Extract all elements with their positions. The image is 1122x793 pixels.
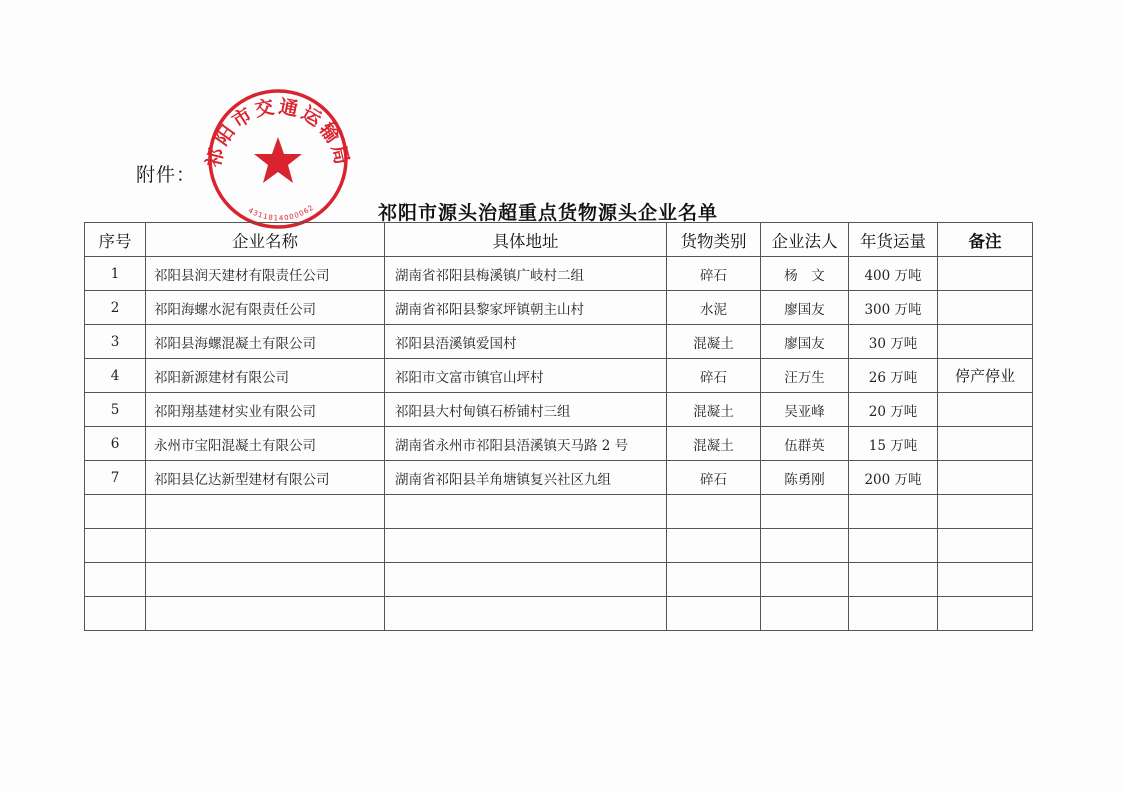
document-title: 祁阳市源头治超重点货物源头企业名单	[378, 202, 719, 224]
empty-cell	[385, 495, 667, 529]
cell-goods: 混凝土	[667, 393, 761, 427]
table-row	[85, 325, 1033, 359]
empty-cell	[85, 495, 146, 529]
header-name: 企业名称	[146, 223, 385, 257]
cell-goods: 混凝土	[667, 427, 761, 461]
cell-remark	[938, 393, 1033, 427]
cell-address: 湖南省永州市祁阳县浯溪镇天马路 2 号	[385, 427, 667, 461]
cell-name: 永州市宝阳混凝土有限公司	[146, 427, 385, 461]
cell-remark	[938, 257, 1033, 291]
cell-remark	[938, 427, 1033, 461]
cell-address: 祁阳县浯溪镇爱国村	[385, 325, 667, 359]
header-volume: 年货运量	[849, 223, 938, 257]
empty-cell	[146, 529, 385, 563]
empty-cell	[85, 529, 146, 563]
table-row	[85, 291, 1033, 325]
cell-name: 祁阳县海螺混凝土有限公司	[146, 325, 385, 359]
empty-cell	[938, 563, 1033, 597]
cell-volume: 400 万吨	[849, 257, 938, 291]
empty-cell	[385, 597, 667, 631]
cell-goods: 混凝土	[667, 325, 761, 359]
cell-volume: 26 万吨	[849, 359, 938, 393]
table-header-row	[85, 223, 1033, 257]
empty-cell	[761, 529, 849, 563]
header-no: 序号	[85, 223, 146, 257]
table-row	[85, 393, 1033, 427]
empty-cell	[849, 529, 938, 563]
cell-remark	[938, 325, 1033, 359]
cell-volume: 30 万吨	[849, 325, 938, 359]
cell-name: 祁阳县亿达新型建材有限公司	[146, 461, 385, 495]
empty-cell	[849, 563, 938, 597]
enterprise-table	[84, 222, 1033, 631]
cell-name: 祁阳海螺水泥有限责任公司	[146, 291, 385, 325]
header-remark: 备注	[938, 223, 1033, 257]
cell-legal: 廖国友	[761, 325, 849, 359]
empty-cell	[385, 529, 667, 563]
empty-cell	[667, 495, 761, 529]
cell-no: 4	[85, 359, 146, 393]
seal-code: 4311814000062	[246, 203, 316, 223]
cell-remark: 停产停业	[938, 359, 1033, 393]
cell-no: 2	[85, 291, 146, 325]
empty-cell	[85, 563, 146, 597]
table-row	[85, 461, 1033, 495]
cell-address: 湖南省祁阳县羊角塘镇复兴社区九组	[385, 461, 667, 495]
table-row	[85, 359, 1033, 393]
cell-volume: 300 万吨	[849, 291, 938, 325]
empty-cell	[146, 563, 385, 597]
empty-cell	[761, 495, 849, 529]
header-legal: 企业法人	[761, 223, 849, 257]
seal-text: 祁阳市交通运输局	[202, 95, 354, 170]
header-address: 具体地址	[385, 223, 667, 257]
empty-row	[85, 597, 1033, 631]
cell-legal: 廖国友	[761, 291, 849, 325]
cell-address: 湖南省祁阳县黎家坪镇朝主山村	[385, 291, 667, 325]
cell-goods: 水泥	[667, 291, 761, 325]
header-goods: 货物类别	[667, 223, 761, 257]
cell-remark	[938, 461, 1033, 495]
cell-volume: 15 万吨	[849, 427, 938, 461]
cell-address: 湖南省祁阳县梅溪镇广岐村二组	[385, 257, 667, 291]
empty-cell	[849, 495, 938, 529]
cell-no: 5	[85, 393, 146, 427]
empty-cell	[938, 495, 1033, 529]
cell-no: 3	[85, 325, 146, 359]
empty-cell	[385, 563, 667, 597]
empty-row	[85, 529, 1033, 563]
cell-name: 祁阳新源建材有限公司	[146, 359, 385, 393]
official-seal	[196, 87, 361, 232]
table-row	[85, 427, 1033, 461]
table-row	[85, 257, 1033, 291]
cell-goods: 碎石	[667, 359, 761, 393]
seal-graphic	[202, 91, 354, 227]
empty-row	[85, 495, 1033, 529]
empty-cell	[938, 597, 1033, 631]
cell-legal: 汪万生	[761, 359, 849, 393]
seal-star-icon	[254, 137, 302, 183]
cell-goods: 碎石	[667, 461, 761, 495]
empty-cell	[667, 529, 761, 563]
empty-row	[85, 563, 1033, 597]
cell-no: 7	[85, 461, 146, 495]
cell-goods: 碎石	[667, 257, 761, 291]
attachment-label: 附件：	[136, 164, 197, 186]
empty-cell	[761, 597, 849, 631]
empty-cell	[667, 563, 761, 597]
cell-legal: 伍群英	[761, 427, 849, 461]
cell-volume: 20 万吨	[849, 393, 938, 427]
cell-volume: 200 万吨	[849, 461, 938, 495]
cell-legal: 吴亚峰	[761, 393, 849, 427]
cell-name: 祁阳县润天建材有限责任公司	[146, 257, 385, 291]
empty-cell	[849, 597, 938, 631]
cell-address: 祁阳县大村甸镇石桥铺村三组	[385, 393, 667, 427]
empty-cell	[146, 495, 385, 529]
empty-cell	[761, 563, 849, 597]
empty-cell	[667, 597, 761, 631]
cell-no: 6	[85, 427, 146, 461]
cell-no: 1	[85, 257, 146, 291]
cell-legal: 陈勇刚	[761, 461, 849, 495]
cell-address: 祁阳市文富市镇官山坪村	[385, 359, 667, 393]
cell-remark	[938, 291, 1033, 325]
empty-cell	[146, 597, 385, 631]
cell-name: 祁阳翔基建材实业有限公司	[146, 393, 385, 427]
cell-legal: 杨 文	[761, 257, 849, 291]
empty-cell	[85, 597, 146, 631]
empty-cell	[938, 529, 1033, 563]
